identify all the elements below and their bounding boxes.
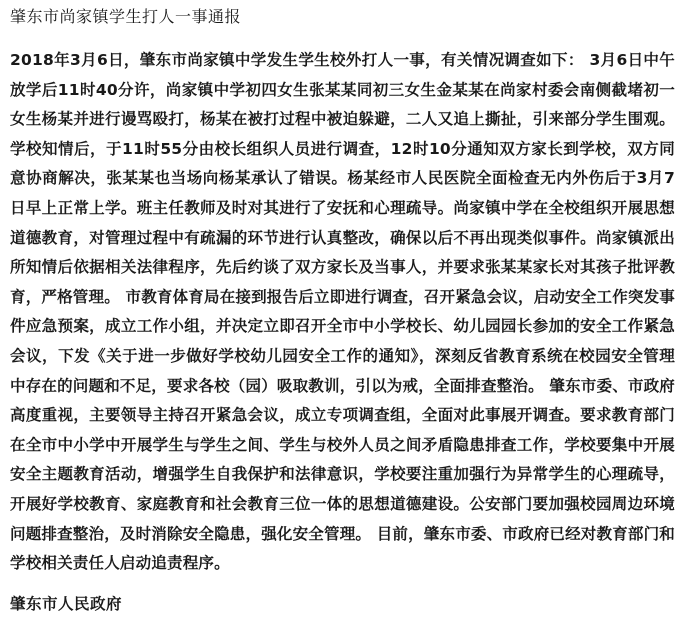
document-body: 2018年3月6日，肇东市尚家镇中学发生学生校外打人一事，有关情况调查如下： 3月6日中午放学后11时40分许，尚家镇中学初四女生张某某同初三女生金某某在尚家村委会南侧截堵初一女生杨某并进行谩骂殴打，杨某在被打过程中被迫躲避，二人又追上撕扯，引来部分学生围观。 学校知情后，于11时55分由校长组织人员进行调查，12时10分通知双方家长到学校，双方同意协商解决，张某某也当场向杨某承认了错误。杨某经市人民医院全面检查无内外伤后于3月7日早上正常上学。班主任教师及时对其进行了安抚和心理疏导。尚家镇中学在全校组织开展思想道德教育，对管理过程中有疏漏的环节进行认真整改，确保以后不再出现类似事件。尚家镇派出所知情后依据相关法律程序，先后约谈了双方家长及当事人，并要求张某某家长对其孩子批评教育，严格管理。 市教育体育局在接到报告后立即进行调查，召开紧急会议，启动安全工作突发事件应急预案，成立工作小组，并决定立即召开全市中小学校长、幼儿园园长参加的安全工作紧急会议，下发《关于进一步做好学校幼儿园安全工作的通知》，深刻反省教育系统在校园安全管理中存在的问题和不足，要求各校（园）吸取教训，引以为戒，全面排查整治。 肇东市委、市政府高度重视，主要领导主持召开紧急会议，成立专项调查组，全面对此事展开调查。要求教育部门在全市中小学中开展学生与学生之间、学生与校外人员之间矛盾隐患排查工作，学校要集中开展安全主题教育活动，增强学生自我保护和法律意识，学校要注重加强行为异常学生的心理疏导，开展好学校教育、家庭教育和社会教育三位一体的思想道德建设。公安部门要加强校园周边环境问题排查整治，及时消除安全隐患，强化安全管理。 目前，肇东市委、市政府已经对教育部门和学校相关责任人启动追责程序。 — [10, 51, 675, 573]
document-signature: 肇东市人民政府 — [10, 595, 123, 613]
document-title: 肇东市尚家镇学生打人一事通报 — [10, 7, 242, 26]
